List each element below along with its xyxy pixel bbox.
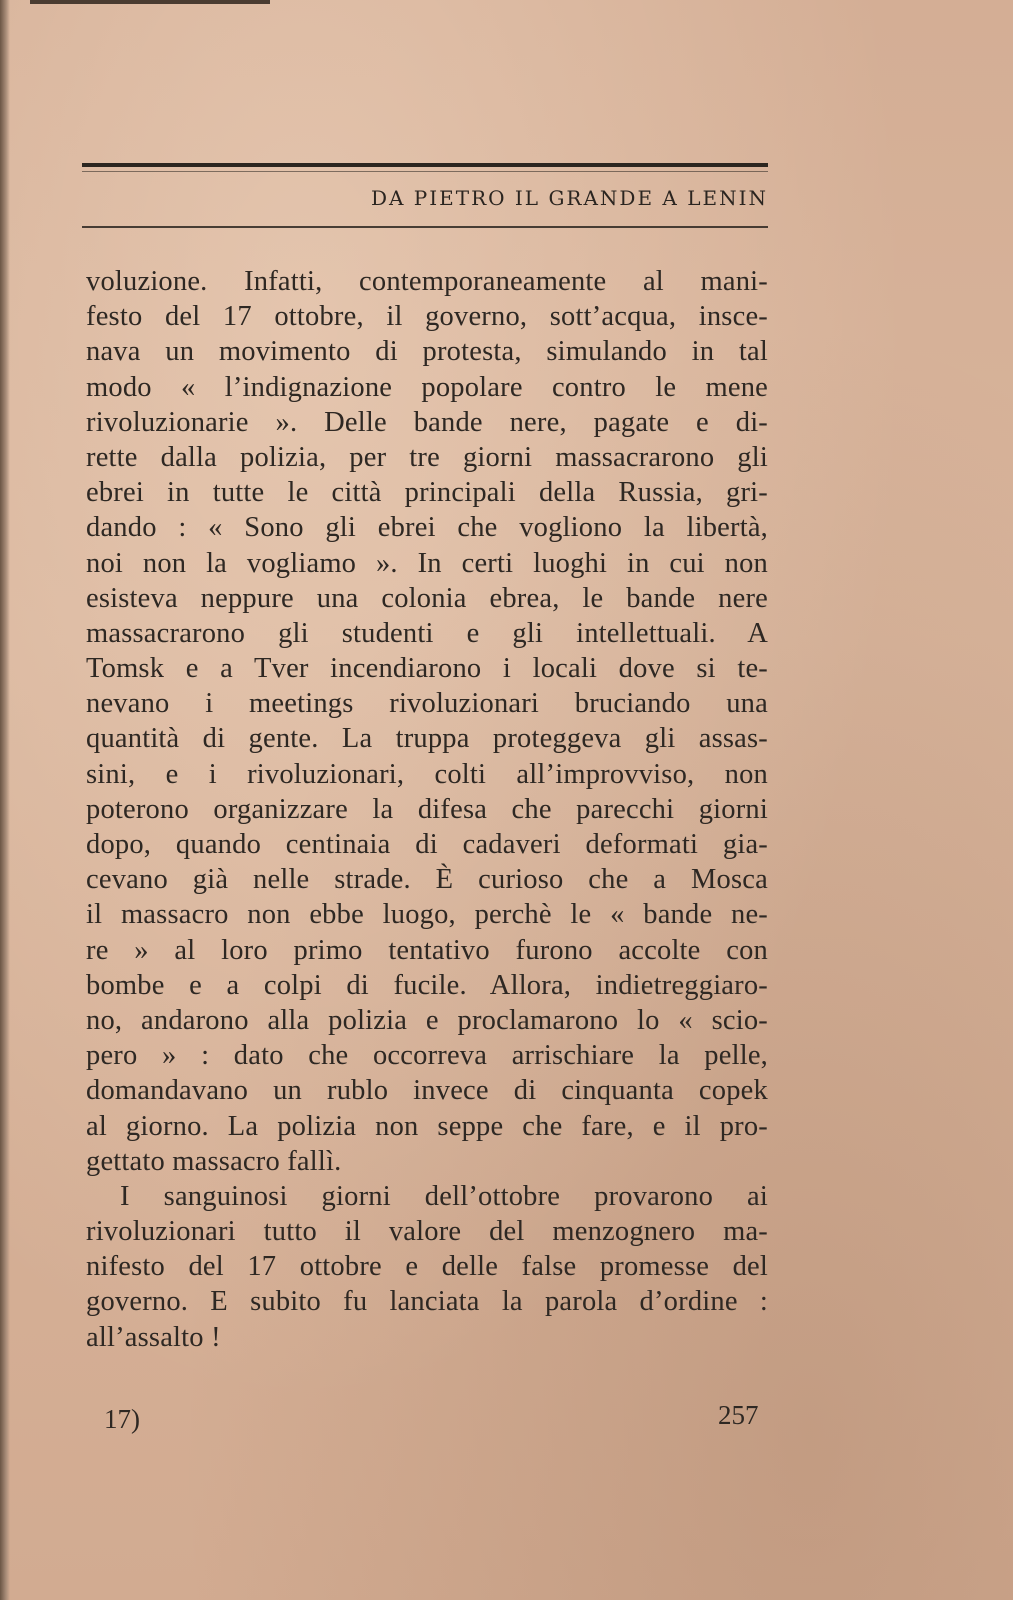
header-rule-top: [82, 163, 768, 167]
text-line: nifesto del 17 ottobre e delle false promesse del: [86, 1251, 768, 1283]
text-line: nevano i meetings rivoluzionari bruciando una: [86, 688, 768, 720]
text-line: dopo, quando centinaia di cadaveri deformati gia-: [86, 829, 768, 860]
text-line: voluzione. Infatti, contemporaneamente al mani-: [86, 266, 768, 297]
text-line: no, andarono alla polizia e proclamarono lo « scio-: [86, 1004, 768, 1036]
text-line: rivoluzionari tutto il valore del menzognero ma-: [86, 1216, 768, 1248]
text-line: nava un movimento di protesta, simulando in tal: [86, 336, 768, 368]
paragraph-1: [86, 264, 768, 1179]
text-line: all’assalto !: [86, 1321, 221, 1353]
text-line: sini, e i rivoluzionari, colti all’improvviso, non: [86, 758, 768, 790]
header-rule-top-thin: [82, 171, 768, 172]
text-line: ebrei in tutte le città principali della Russia, gri-: [86, 477, 768, 509]
body-text: [86, 264, 768, 1355]
signature-mark: 17): [104, 1404, 140, 1434]
header-rule-bottom: [82, 226, 768, 228]
paragraph-2: [86, 1179, 768, 1355]
text-line: dando : « Sono gli ebrei che vogliono la libertà,: [86, 512, 768, 544]
text-line: esisteva neppure una colonia ebrea, le bande nere: [86, 582, 768, 614]
text-line: il massacro non ebbe luogo, perchè le « bande ne-: [86, 899, 768, 931]
text-line: noi non la vogliamo ». In certi luoghi in cui non: [86, 547, 768, 579]
page-edge-shadow: [0, 0, 10, 1600]
text-line: massacrarono gli studenti e gli intellettuali. A: [86, 617, 768, 649]
text-line: governo. E subito fu lanciata la parola d’ordine :: [86, 1286, 768, 1318]
text-line: poterono organizzare la difesa che parecchi giorni: [86, 793, 768, 825]
text-line: re » al loro primo tentativo furono accolte con: [86, 934, 768, 966]
text-line: cevano già nelle strade. È curioso che a Mosca: [86, 864, 768, 896]
text-line: gettato massacro fallì.: [86, 1145, 342, 1177]
text-line: domandavano un rublo invece di cinquanta copek: [86, 1075, 768, 1107]
text-line: bombe e a colpi di fucile. Allora, indietreggiaro-: [86, 969, 768, 1001]
text-line: al giorno. La polizia non seppe che fare, e il pro-: [86, 1110, 768, 1142]
text-line: modo « l’indignazione popolare contro le mene: [86, 371, 768, 403]
text-line: I sanguinosi giorni dell’ottobre provarono ai: [120, 1180, 768, 1212]
text-line: pero » : dato che occorreva arrischiare la pelle,: [86, 1040, 768, 1072]
text-line: festo del 17 ottobre, il governo, sott’acqua, insce-: [86, 301, 768, 333]
text-line: Tomsk e a Tver incendiarono i locali dove si te-: [86, 653, 768, 685]
text-line: rette dalla polizia, per tre giorni massacrarono gli: [86, 441, 768, 473]
running-head: DA PIETRO IL GRANDE A LENIN: [370, 186, 768, 210]
page-top-edge: [30, 0, 270, 4]
text-line: quantità di gente. La truppa proteggeva gli assas-: [86, 723, 768, 755]
page-number: 257: [718, 1400, 759, 1430]
text-line: rivoluzionarie ». Delle bande nere, pagate e di-: [86, 406, 768, 438]
